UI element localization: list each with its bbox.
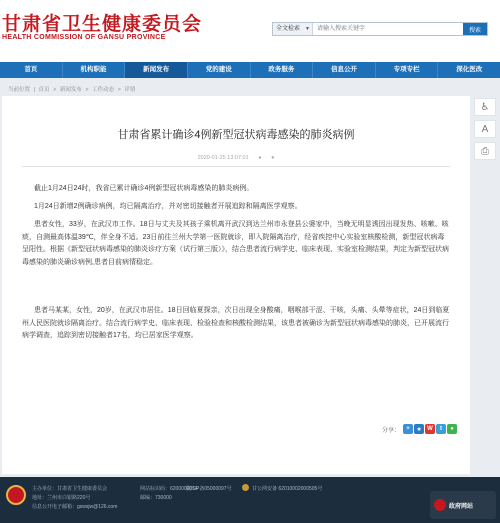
article-paragraph-1: 截止1月24日24时，我省已累计确诊4例新型冠状病毒感染的肺炎病例。 xyxy=(34,185,254,192)
search-scope-label: 全文检索 xyxy=(276,26,301,32)
article-panel xyxy=(2,96,470,474)
tencent-weibo-icon[interactable]: t xyxy=(436,424,446,434)
nav-item-reform[interactable]: 深化医改 xyxy=(456,66,483,73)
article-meta xyxy=(2,155,470,161)
share-bar xyxy=(382,424,458,434)
nav-item-party[interactable]: 党的建设 xyxy=(188,62,251,78)
footer-address: 地址：兰州市白银路220号 xyxy=(32,495,91,501)
chevron-down-icon: ▼ xyxy=(305,26,310,32)
nav-item-disclosure[interactable]: 信息公开 xyxy=(313,62,376,78)
gov-badge-label: 政府网站 xyxy=(449,503,474,510)
nav-item-home[interactable]: 首页 xyxy=(0,62,63,78)
search-button[interactable]: 搜索 xyxy=(463,23,487,35)
site-logo-chinese[interactable]: 甘肃省卫生健康委员会 xyxy=(2,14,203,35)
nav-item-news[interactable]: 新闻发布 xyxy=(125,62,188,78)
side-toolbar xyxy=(474,98,496,164)
breadcrumb-item-detail: 详情 xyxy=(124,87,136,93)
wechat-icon[interactable]: ● xyxy=(447,424,457,434)
nav-item-special[interactable]: 专项专栏 xyxy=(376,62,439,78)
footer-email: 信息公开电子邮箱：gswsjw@126.com xyxy=(32,504,118,510)
breadcrumb: 当前位置 | 首页 > 新闻发布 > 工作动态 > 详情 xyxy=(8,87,136,93)
breadcrumb-label: 当前位置 xyxy=(8,87,31,93)
search-bar xyxy=(272,22,488,36)
qzone-icon[interactable]: ★ xyxy=(414,424,424,434)
breadcrumb-item-home[interactable]: 首页 xyxy=(38,87,50,93)
gov-site-badge[interactable] xyxy=(430,491,496,519)
article-date: 2020-01-25 13:07:01 xyxy=(197,155,249,161)
article-paragraph-4: 患者马某某，女性，20岁，在武汉市居住。18日回临夏探亲，次日出现全身酸痛，咽喉部干涩、干咳，头痛、头晕等症状，24日到临夏州人民医院就诊隔离治疗。结合流行病学史、临床表现、检验检查和核酸检测结果，该患者被确诊为新型冠状病毒感染的肺炎，已开展流行病学调查，追踪到密切接触者17名，均已居家医学观察。 xyxy=(22,307,450,340)
print-icon[interactable]: ⎙ xyxy=(474,142,496,160)
share-label: 分享： xyxy=(382,427,401,434)
nav-item-services[interactable]: 政务服务 xyxy=(251,62,314,78)
site-header xyxy=(0,0,500,62)
gov-badge-icon xyxy=(434,499,446,511)
footer-sponsor: 主办单位：甘肃省卫生健康委员会 xyxy=(32,486,108,492)
font-size-icon[interactable]: A xyxy=(474,120,496,138)
site-logo-english: HEALTH COMMISSION OF GANSU PROVINCE xyxy=(2,34,166,41)
breadcrumb-item-work[interactable]: 工作动态 xyxy=(92,87,115,93)
footer-site-code: 网站标识码：6200000054 xyxy=(140,486,198,492)
article-paragraph-3: 患者女性，33岁，在武汉市工作。18日与丈夫及其孩子乘机离开武汉到达兰州市永登县公婆家中，当晚无明显诱因出现发热、咳嗽、咳痰，自测最高体温39℃，伴全身不适。23日前往兰州大学第一医院就诊，即入院隔离治疗，经省疾控中心实验室核酸检测，新型冠状病毒呈阳性。根据《新型冠状病毒感染的肺炎诊疗方案（试行第三版）》，结合患者流行病学史、临床表现、实验室检测结果，判定为新型冠状病毒感染的肺炎确诊病例,患者目前病情稳定。 xyxy=(22,221,449,266)
police-badge-icon xyxy=(242,484,249,491)
accessibility-icon[interactable]: ♿ xyxy=(474,98,496,116)
divider xyxy=(22,166,450,167)
weibo-icon[interactable]: W xyxy=(425,424,435,434)
article-title: 甘肃省累计确诊4例新型冠状病毒感染的肺炎病例 xyxy=(117,129,355,141)
national-emblem-icon xyxy=(6,485,26,505)
footer-police-record[interactable]: 甘公网安备 62010002000505号 xyxy=(252,486,323,492)
nav-item-functions[interactable]: 机构职能 xyxy=(63,62,126,78)
footer-icp[interactable]: 陇ICP备05000097号 xyxy=(186,486,232,492)
font-small-icon[interactable]: ● xyxy=(271,155,275,161)
breadcrumb-item-news[interactable]: 新闻发布 xyxy=(59,87,82,93)
site-footer xyxy=(0,477,500,523)
article-paragraph-2: 1月24日新增2例确诊病例，均已隔离治疗，并对密切接触者开展追踪和隔离医学观察。 xyxy=(34,203,302,210)
font-large-icon[interactable]: ● xyxy=(258,155,262,161)
share-more-icon[interactable]: + xyxy=(403,424,413,434)
search-scope-select[interactable] xyxy=(273,23,313,35)
footer-postcode: 邮编：730000 xyxy=(140,495,172,501)
main-nav xyxy=(0,62,500,78)
search-input[interactable] xyxy=(313,23,463,35)
